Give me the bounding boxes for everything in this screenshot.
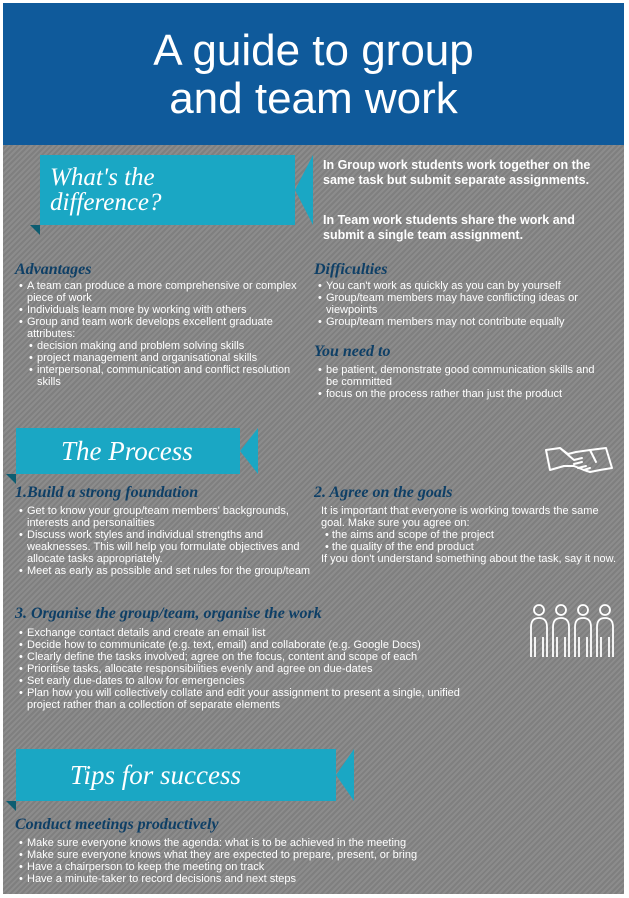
difference-banner-line-2: difference?: [50, 189, 162, 216]
infographic: [3, 3, 624, 894]
list-item: • Get to know your group/team members' backgrounds, interests and personalities: [15, 505, 313, 529]
people-group-icon: [528, 603, 616, 659]
list-item: • interpersonal, communication and conflict resolution skills: [15, 364, 310, 388]
meetings-list: [15, 837, 615, 885]
list-item: • Prioritise tasks, allocate responsibilities evenly and agree on due-dates: [15, 663, 485, 675]
list-item: • Exchange contact details and create an email list: [15, 627, 485, 639]
group-work-definition: In Group work students work together on the same task but submit separate assignments.: [323, 158, 591, 187]
list-item: • Have a chairperson to keep the meeting on track: [15, 861, 615, 873]
handshake-icon: [544, 444, 614, 474]
list-item: • the aims and scope of the project: [325, 529, 494, 541]
list-item: • Decide how to communicate (e.g. text, email) and collaborate (e.g. Google Docs): [15, 639, 485, 651]
meetings-heading: Conduct meetings productively: [15, 816, 219, 833]
list-item: • Individuals learn more by working with others: [15, 304, 310, 316]
list-item: • Group/team members may have conflicting ideas or viewpoints: [314, 292, 609, 316]
list-item: • Have a minute-taker to record decisions and next steps: [15, 873, 615, 885]
list-item: • Make sure everyone knows the agenda: what is to be achieved in the meeting: [15, 837, 615, 849]
difference-banner-line-1: What's the: [50, 164, 155, 191]
title-line-1: A guide to group: [153, 26, 474, 75]
difficulties-list: [314, 280, 609, 328]
advantages-list: [15, 280, 310, 388]
list-item: • Meet as early as possible and set rules for the group/team: [15, 565, 313, 577]
list-item: • decision making and problem solving skills: [15, 340, 310, 352]
tips-banner: [6, 749, 354, 801]
list-item: • You can't work as quickly as you can by yourself: [314, 280, 609, 292]
list-item: • project management and organisational skills: [15, 352, 310, 364]
step-2-intro: It is important that everyone is working towards the same goal. Make sure you agree on:: [321, 505, 599, 529]
tips-banner-label: Tips for success: [70, 759, 242, 790]
list-item: • Make sure everyone knows what they are expected to prepare, present, or bring: [15, 849, 615, 861]
you-need-to-heading: You need to: [314, 343, 391, 360]
list-item: • be patient, demonstrate good communication skills and be committed: [314, 364, 609, 388]
step-2-outro: If you don't understand something about the task, say it now.: [321, 553, 617, 565]
difficulties-heading: Difficulties: [314, 261, 388, 278]
header: [3, 3, 624, 145]
list-item: • the quality of the end product: [325, 541, 474, 553]
list-item: • focus on the process rather than just the product: [314, 388, 609, 400]
page-title: [3, 27, 624, 123]
step-1-list: [15, 505, 313, 577]
step-3-list: [15, 627, 485, 711]
step-3-heading: 3. Organise the group/team, organise the work: [15, 605, 322, 622]
team-work-definition: In Team work students share the work and submit a single team assignment.: [323, 213, 575, 242]
process-banner: [6, 428, 258, 474]
you-need-to-list: [314, 364, 609, 400]
step-2-body: [321, 505, 616, 565]
list-item: • Discuss work styles and individual strengths and weaknesses. This will help you formulate objectives and allocate tasks appropriately.: [15, 529, 313, 565]
list-item: • Set early due-dates to allow for emergencies: [15, 675, 485, 687]
list-item: • Plan how you will collectively collate and edit your assignment to present a single, unified project rather than a collection of separate elements: [15, 687, 485, 711]
difference-banner: [30, 155, 313, 225]
step-2-heading: 2. Agree on the goals: [314, 484, 453, 501]
title-line-2: and team work: [169, 74, 458, 123]
list-item: • Group/team members may not contribute equally: [314, 316, 609, 328]
list-item: • Clearly define the tasks involved; agree on the focus, content and scope of each: [15, 651, 485, 663]
step-1-heading: 1.Build a strong foundation: [15, 484, 199, 501]
process-banner-label: The Process: [61, 435, 193, 466]
list-item: • A team can produce a more comprehensive or complex piece of work: [15, 280, 310, 304]
list-item: • Group and team work develops excellent graduate attributes:: [15, 316, 310, 340]
advantages-heading: Advantages: [15, 261, 92, 278]
